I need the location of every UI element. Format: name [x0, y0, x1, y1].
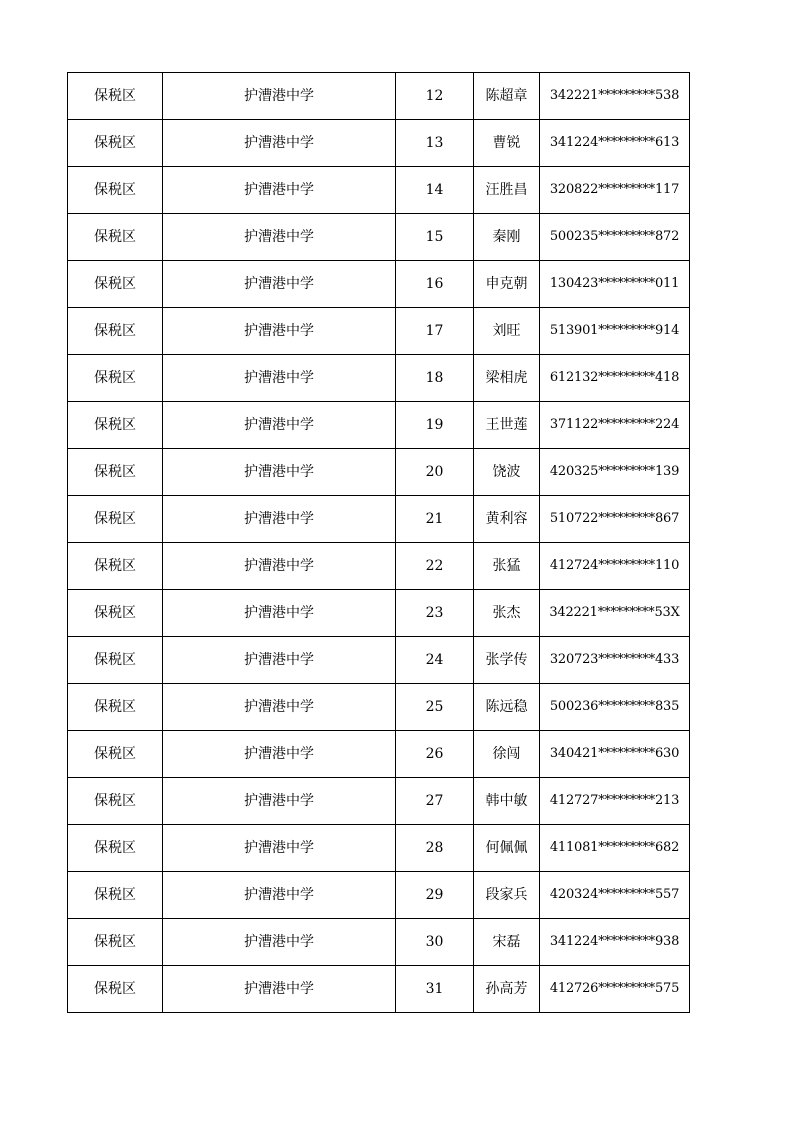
cell-school: 护漕港中学 [163, 872, 396, 919]
cell-district: 保税区 [68, 214, 163, 261]
cell-school: 护漕港中学 [163, 402, 396, 449]
cell-district: 保税区 [68, 167, 163, 214]
cell-school: 护漕港中学 [163, 120, 396, 167]
table-row [68, 402, 690, 449]
cell-district: 保税区 [68, 637, 163, 684]
cell-id-number: 411081*********682 [540, 825, 690, 872]
cell-school: 护漕港中学 [163, 966, 396, 1013]
table-row [68, 872, 690, 919]
cell-id-number: 412726*********575 [540, 966, 690, 1013]
table-row [68, 120, 690, 167]
cell-id-number: 342221*********538 [540, 73, 690, 120]
table-row [68, 543, 690, 590]
cell-district: 保税区 [68, 590, 163, 637]
cell-number: 15 [396, 214, 474, 261]
table-row [68, 167, 690, 214]
cell-name: 陈超章 [474, 73, 540, 120]
cell-id-number: 500235*********872 [540, 214, 690, 261]
cell-id-number: 420325*********139 [540, 449, 690, 496]
cell-number: 12 [396, 73, 474, 120]
cell-school: 护漕港中学 [163, 637, 396, 684]
cell-name: 段家兵 [474, 872, 540, 919]
cell-district: 保税区 [68, 731, 163, 778]
cell-name: 王世莲 [474, 402, 540, 449]
cell-number: 18 [396, 355, 474, 402]
cell-school: 护漕港中学 [163, 590, 396, 637]
cell-name: 韩中敏 [474, 778, 540, 825]
cell-id-number: 412727*********213 [540, 778, 690, 825]
cell-id-number: 371122*********224 [540, 402, 690, 449]
cell-number: 20 [396, 449, 474, 496]
table-row [68, 590, 690, 637]
cell-name: 何佩佩 [474, 825, 540, 872]
table-row [68, 261, 690, 308]
cell-id-number: 341224*********938 [540, 919, 690, 966]
cell-district: 保税区 [68, 402, 163, 449]
cell-name: 刘旺 [474, 308, 540, 355]
cell-school: 护漕港中学 [163, 496, 396, 543]
cell-id-number: 513901*********914 [540, 308, 690, 355]
cell-school: 护漕港中学 [163, 825, 396, 872]
cell-district: 保税区 [68, 778, 163, 825]
cell-name: 张学传 [474, 637, 540, 684]
cell-number: 24 [396, 637, 474, 684]
cell-school: 护漕港中学 [163, 778, 396, 825]
cell-number: 31 [396, 966, 474, 1013]
roster-table [67, 72, 690, 1013]
table-row [68, 919, 690, 966]
cell-number: 13 [396, 120, 474, 167]
cell-name: 徐闯 [474, 731, 540, 778]
cell-number: 28 [396, 825, 474, 872]
cell-number: 17 [396, 308, 474, 355]
cell-district: 保税区 [68, 543, 163, 590]
table-row [68, 825, 690, 872]
cell-id-number: 130423*********011 [540, 261, 690, 308]
cell-name: 申克朝 [474, 261, 540, 308]
cell-school: 护漕港中学 [163, 167, 396, 214]
table-row [68, 778, 690, 825]
cell-name: 黄利容 [474, 496, 540, 543]
cell-id-number: 412724*********110 [540, 543, 690, 590]
cell-number: 21 [396, 496, 474, 543]
cell-school: 护漕港中学 [163, 308, 396, 355]
cell-name: 梁相虎 [474, 355, 540, 402]
cell-number: 23 [396, 590, 474, 637]
cell-district: 保税区 [68, 449, 163, 496]
cell-number: 14 [396, 167, 474, 214]
cell-id-number: 510722*********867 [540, 496, 690, 543]
cell-id-number: 342221*********53X [540, 590, 690, 637]
cell-name: 曹锐 [474, 120, 540, 167]
cell-number: 19 [396, 402, 474, 449]
cell-id-number: 420324*********557 [540, 872, 690, 919]
cell-district: 保税区 [68, 73, 163, 120]
cell-number: 25 [396, 684, 474, 731]
cell-school: 护漕港中学 [163, 731, 396, 778]
cell-name: 孙高芳 [474, 966, 540, 1013]
cell-name: 张猛 [474, 543, 540, 590]
cell-school: 护漕港中学 [163, 543, 396, 590]
cell-number: 16 [396, 261, 474, 308]
cell-id-number: 320723*********433 [540, 637, 690, 684]
cell-school: 护漕港中学 [163, 684, 396, 731]
cell-school: 护漕港中学 [163, 261, 396, 308]
cell-district: 保税区 [68, 355, 163, 402]
cell-district: 保税区 [68, 966, 163, 1013]
cell-school: 护漕港中学 [163, 73, 396, 120]
table-row [68, 73, 690, 120]
cell-id-number: 320822*********117 [540, 167, 690, 214]
cell-number: 30 [396, 919, 474, 966]
roster-table-body [68, 73, 690, 1013]
cell-number: 26 [396, 731, 474, 778]
table-row [68, 637, 690, 684]
cell-name: 饶波 [474, 449, 540, 496]
cell-id-number: 612132*********418 [540, 355, 690, 402]
cell-district: 保税区 [68, 261, 163, 308]
cell-school: 护漕港中学 [163, 355, 396, 402]
cell-name: 秦刚 [474, 214, 540, 261]
cell-district: 保税区 [68, 684, 163, 731]
cell-id-number: 340421*********630 [540, 731, 690, 778]
table-row [68, 449, 690, 496]
cell-id-number: 500236*********835 [540, 684, 690, 731]
cell-number: 29 [396, 872, 474, 919]
cell-school: 护漕港中学 [163, 214, 396, 261]
cell-district: 保税区 [68, 496, 163, 543]
cell-district: 保税区 [68, 919, 163, 966]
table-row [68, 355, 690, 402]
cell-number: 22 [396, 543, 474, 590]
table-row [68, 496, 690, 543]
cell-district: 保税区 [68, 872, 163, 919]
cell-school: 护漕港中学 [163, 449, 396, 496]
cell-district: 保税区 [68, 308, 163, 355]
cell-school: 护漕港中学 [163, 919, 396, 966]
cell-district: 保税区 [68, 825, 163, 872]
cell-id-number: 341224*********613 [540, 120, 690, 167]
cell-district: 保税区 [68, 120, 163, 167]
table-row [68, 308, 690, 355]
cell-name: 张杰 [474, 590, 540, 637]
table-row [68, 731, 690, 778]
table-row [68, 684, 690, 731]
table-row [68, 966, 690, 1013]
cell-name: 宋磊 [474, 919, 540, 966]
cell-name: 陈远稳 [474, 684, 540, 731]
cell-name: 汪胜昌 [474, 167, 540, 214]
table-row [68, 214, 690, 261]
cell-number: 27 [396, 778, 474, 825]
